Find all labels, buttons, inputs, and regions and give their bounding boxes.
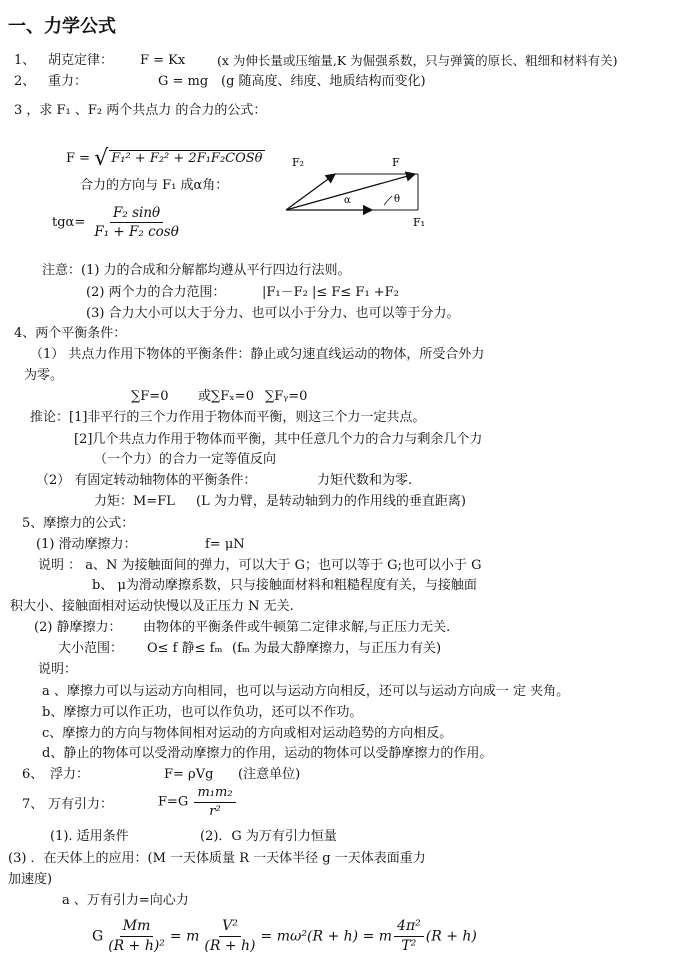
friction-note-d: d、静止的物体可以受滑动摩擦力的作用，运动的物体可以受静摩擦力的作用。 bbox=[42, 746, 493, 761]
resultant-formula-lhs: F = bbox=[66, 151, 91, 166]
gravitation-point-3-cont: 加速度) bbox=[8, 872, 53, 887]
tan-formula-numerator: F₂ sinθ bbox=[110, 205, 163, 223]
friction-note-b: b、摩擦力可以作正功，也可以作负功，还可以不作功。 bbox=[42, 705, 363, 720]
gravitation-point-3: (3) ．在天体上的应用：(M 一天体质量 R 一天体半径 g 一天体表面重力 bbox=[8, 851, 426, 866]
vector-f2 bbox=[286, 174, 335, 210]
item-2-note: (g 随高度、纬度、地质结构而变化) bbox=[221, 74, 426, 89]
item-2-formula: G = mg bbox=[158, 74, 209, 89]
static-friction-label: (2) 静摩擦力： bbox=[34, 620, 122, 635]
item-7-number: 7、 bbox=[22, 797, 44, 812]
gravitation-point-2: (2)．G 为万有引力恒量 bbox=[200, 829, 337, 844]
label-alpha: α bbox=[344, 195, 351, 206]
range-label: 大小范围： bbox=[58, 641, 124, 656]
explanation-b: b、 μ为滑动摩擦系数，只与接触面材料和粗糙程度有关，与接触面 bbox=[92, 578, 477, 593]
direction-text: 合力的方向与 F₁ 成α角： bbox=[80, 178, 229, 193]
item-1-number: 1、 bbox=[14, 53, 36, 68]
label-f: F bbox=[392, 156, 400, 169]
note-2-text: (2) 两个力的合力范围： bbox=[86, 285, 226, 300]
condition-2: （2） 有固定转动轴物体的平衡条件： bbox=[36, 473, 257, 488]
tan-formula-lhs: tgα= bbox=[52, 215, 86, 231]
torque-formula: 力矩：M=FL bbox=[94, 494, 175, 509]
eq-middle: = mω²(R + h) = m bbox=[260, 928, 393, 945]
parallelogram-diagram bbox=[280, 150, 440, 232]
item-2-number: 2、 bbox=[14, 74, 36, 89]
gravitation-lhs: F=G bbox=[158, 794, 189, 810]
gravitation-numerator: m₁m₂ bbox=[194, 785, 235, 803]
condition-2-result: 力矩代数和为零. bbox=[317, 473, 413, 488]
eq-g: G bbox=[92, 928, 104, 945]
eq-frac1-num: Mm bbox=[120, 918, 154, 937]
range-formula: O≤ f 静≤ fₘ bbox=[147, 641, 223, 656]
resultant-formula-radicand: F₁² + F₂² + 2F₁F₂COSθ bbox=[111, 151, 263, 166]
note-label: 说明： bbox=[38, 662, 78, 677]
item-4-heading: 4、两个平衡条件： bbox=[14, 326, 127, 341]
item-2-name: 重力： bbox=[48, 74, 88, 89]
eq-equals-m: = m bbox=[169, 928, 200, 945]
eq-frac2-num: V² bbox=[219, 918, 241, 937]
label-theta: θ bbox=[394, 194, 401, 205]
friction-note-c: c、摩擦力的方向与物体间相对运动的方向或相对运动趋势的方向相反。 bbox=[42, 726, 453, 741]
inference-2-cont: （一个力）的合力一定等值反向 bbox=[94, 452, 277, 467]
item-5-heading: 5、摩擦力的公式： bbox=[22, 516, 135, 531]
eq-frac3-num: 4π² bbox=[394, 918, 424, 937]
tan-formula bbox=[52, 205, 184, 240]
note-2-range: |F₁－F₂ |≤ F≤ F₁ +F₂ bbox=[262, 285, 399, 300]
range-note: (fₘ 为最大静摩擦力，与正压力有关) bbox=[232, 641, 442, 656]
inference-1: 推论：[1]非平行的三个力作用于物体而平衡，则这三个力一定共点。 bbox=[30, 410, 426, 425]
explanation-b-cont: 积大小、接触面相对运动快慢以及正压力 N 无关. bbox=[10, 599, 294, 614]
eq-frac1-den: (R + h)² bbox=[108, 937, 165, 954]
item-1-formula: F = Kx bbox=[140, 53, 186, 68]
condition-1: （1） 共点力作用下物体的平衡条件：静止或匀速直线运动的物体，所受合外力 bbox=[30, 347, 485, 362]
item-7-name: 万有引力： bbox=[48, 797, 114, 812]
static-friction-text: 由物体的平衡条件或牛顿第二定律求解,与正压力无关. bbox=[143, 620, 451, 635]
resultant-formula: F = √ F₁² + F₂² + 2F₁F₂COSθ bbox=[66, 146, 263, 171]
section-title: 一、力学公式 bbox=[8, 16, 116, 37]
note-1: 注意：(1) 力的合成和分解都均遵从平行四边行法则。 bbox=[42, 263, 351, 278]
equilibrium-eq-2: 或∑Fₓ=0 bbox=[198, 389, 254, 404]
item-1-name: 胡克定律： bbox=[48, 53, 114, 68]
item-3-heading: 3 ，求 F₁ 、F₂ 两个共点力 的合力的公式： bbox=[14, 103, 267, 118]
theta-arc bbox=[384, 196, 392, 205]
gravitation-formula bbox=[158, 785, 238, 819]
eq-frac2-den: (R + h) bbox=[204, 937, 256, 954]
inference-2: [2]几个共点力作用于物体而平衡，其中任意几个力的合力与剩余几个力 bbox=[74, 432, 483, 447]
eq-frac3-den: T² bbox=[401, 937, 417, 954]
torque-note: (L 为力臂，是转动轴到力的作用线的垂直距离) bbox=[196, 494, 466, 509]
item-6-number: 6、 bbox=[22, 767, 44, 782]
buoyancy-note: (注意单位) bbox=[238, 767, 301, 782]
tan-formula-denominator: F₁ + F₂ cosθ bbox=[94, 224, 179, 241]
centripetal-equation bbox=[92, 918, 477, 955]
equilibrium-eq-1: ∑F=0 bbox=[131, 389, 169, 404]
gravitation-point-a: a 、万有引力=向心力 bbox=[62, 893, 189, 908]
gravitation-point-1: (1). 适用条件 bbox=[50, 829, 129, 844]
label-f1: F₁ bbox=[413, 216, 426, 229]
friction-note-a: a 、摩擦力可以与运动方向相同，也可以与运动方向相反，还可以与运动方向成一 定 夹角。 bbox=[42, 684, 570, 699]
label-f2: F₂ bbox=[292, 156, 305, 169]
buoyancy-formula: F= ρVg bbox=[164, 767, 214, 782]
eq-tail: (R + h) bbox=[425, 928, 477, 945]
condition-1-cont: 为零。 bbox=[24, 368, 64, 383]
item-6-name: 浮力： bbox=[50, 767, 90, 782]
kinetic-friction-label: (1) 滑动摩擦力： bbox=[36, 537, 137, 552]
explanation-a: 说明 ： a、N 为接触面间的弹力，可以大于 G；也可以等于 G;也可以小于 G bbox=[38, 558, 482, 573]
kinetic-friction-formula: f= μN bbox=[205, 537, 245, 552]
gravitation-denominator: r² bbox=[209, 803, 221, 819]
equilibrium-eq-3: ∑Fᵧ=0 bbox=[265, 389, 308, 404]
note-3: (3) 合力大小可以大于分力、也可以小于分力、也可以等于分力。 bbox=[86, 306, 460, 321]
item-1-note: (x 为伸长量或压缩量,K 为倔强系数，只与弹簧的原长、粗细和材料有关) bbox=[217, 53, 618, 68]
